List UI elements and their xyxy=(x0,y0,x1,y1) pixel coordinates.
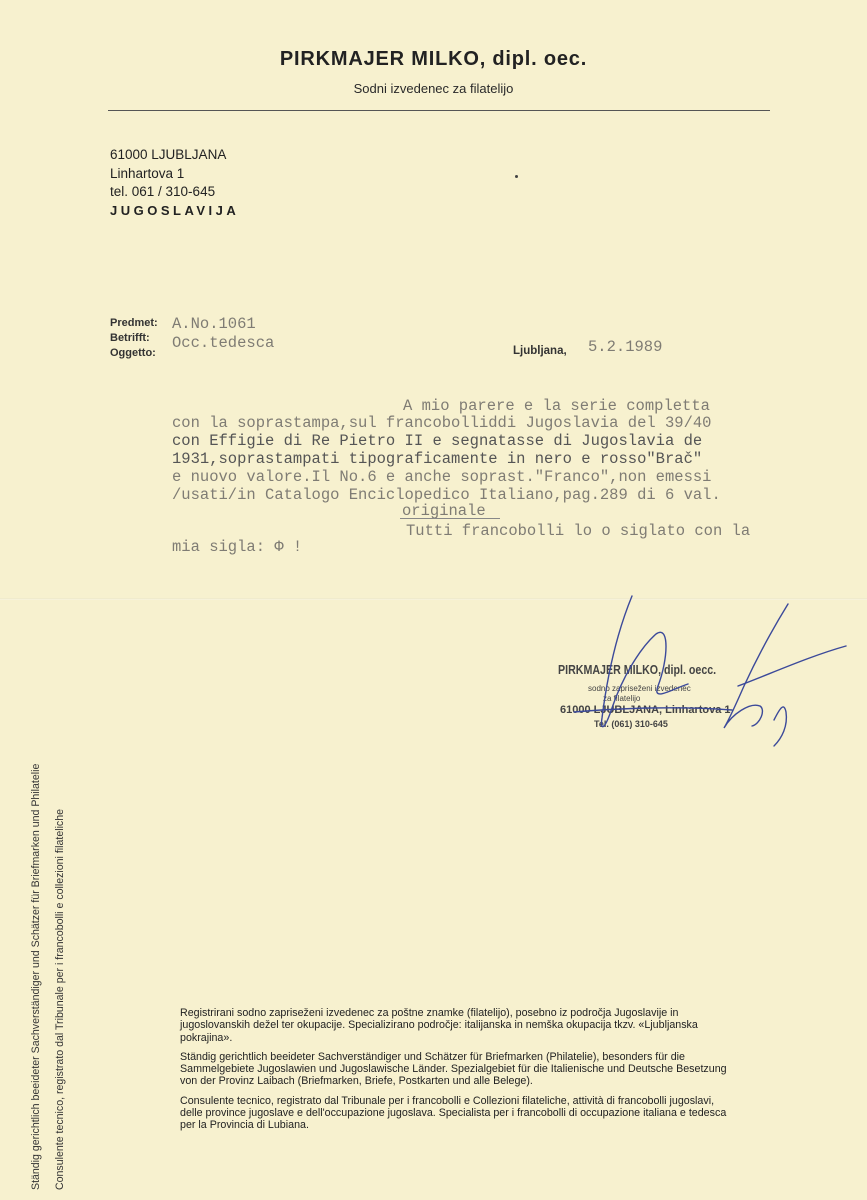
footer-paragraph-slovene: Registrirani sodno zapriseženi izvedenec za poštne znamke (filatelijo), posebno iz področja Jugoslavije in jugoslovanskih dežel ter okupacije. Specializirano področje: italijanska in nemška okupacija tkzv. «Ljubljanska pokrajina». xyxy=(180,1007,698,1044)
label-oggetto: Oggetto: xyxy=(110,347,156,359)
body-line-5: e nuovo valore.Il No.6 e anche soprast."Franco",non emessi xyxy=(172,468,712,486)
body-line-7: originale xyxy=(402,502,486,520)
label-betrifft: Betrifft: xyxy=(110,332,150,344)
stamp-phone: Tel. (061) 310-645 xyxy=(594,719,668,729)
address-country: JUGOSLAVIJA xyxy=(110,203,240,218)
footer-paragraph-german: Ständig gerichtlich beeideter Sachverständiger und Schätzer für Briefmarken (Philatelie), besonders für die Sammelgebiete Jugoslawien und Jugoslawische Länder. Spezialgebiet für die Italienische und Deutsche Besetzung von der Provinz Laibach (Briefmarken, Briefe, Postkarten und alle Belege). xyxy=(180,1050,727,1088)
body-line-9: mia sigla: Φ ! xyxy=(172,538,303,556)
signature-stroke-right xyxy=(724,604,788,728)
stamp-address: 61000 LJUBLJANA, Linhartova 1 xyxy=(560,704,731,716)
label-predmet: Predmet: xyxy=(110,317,158,329)
side-text-italian: Consulente tecnico, registrato dal Tribunale per i francobolli e collezioni filateliche xyxy=(54,809,66,1190)
address-city: 61000 LJUBLJANA xyxy=(110,147,227,162)
letterhead-rule xyxy=(108,110,770,111)
address-phone: tel. 061 / 310-645 xyxy=(110,184,216,199)
side-text-german: Ständig gerichtlich beeideter Sachverständiger und Schätzer für Briefmarken und Philatelie xyxy=(30,763,42,1190)
address-street: Linhartova 1 xyxy=(110,166,185,181)
signature-stroke-tail xyxy=(774,707,786,746)
footer-paragraph-italian: Consulente tecnico, registrato dal Tribunale per i francobolli e Collezioni filateliche, attività di francobolli jugoslavi, delle province jugoslave e dell'occupazione jugoslava. Specialista per i francobolli di occupazione italiana e tedesca per la Provincia di Lubiana. xyxy=(180,1094,727,1132)
dateline-place: Ljubljana, xyxy=(513,345,567,357)
body-line-8: Tutti francobolli lo o siglato con la xyxy=(406,522,751,540)
footer-text xyxy=(180,1007,730,1139)
body-line-2: con la soprastampa,sul francobolliddi Jugoslavia del 39/40 xyxy=(172,414,712,432)
body-underline xyxy=(400,518,500,519)
signature xyxy=(560,590,850,760)
letterhead-subtitle: Sodni izvedenec za filatelijo xyxy=(353,81,514,96)
subject-reference: A.No.1061 xyxy=(172,315,256,333)
subject-topic: Occ.tedesca xyxy=(172,334,275,352)
signature-stroke-cross xyxy=(574,708,732,712)
stamp-line-1: sodno zapriseženi izvedenec xyxy=(588,684,691,693)
body-line-1: A mio parere e la serie completta xyxy=(403,397,710,415)
ink-dot xyxy=(515,175,518,178)
stamp-name: PIRKMAJER MILKO, dipl. oecc. xyxy=(558,662,717,677)
dateline-date: 5.2.1989 xyxy=(588,338,663,356)
body-line-4: 1931,soprastampati tipograficamente in nero e rosso"Brač" xyxy=(172,450,703,468)
body-line-3: con Effigie di Re Pietro II e segnatasse di Jugoslavia de xyxy=(172,432,703,450)
letterhead-name: PIRKMAJER MILKO, dipl. oec. xyxy=(279,48,588,70)
stamp-line-2: za filatelijo xyxy=(603,694,641,703)
body-line-6: /usati/in Catalogo Enciclopedico Italiano,pag.289 di 6 val. xyxy=(172,486,721,504)
